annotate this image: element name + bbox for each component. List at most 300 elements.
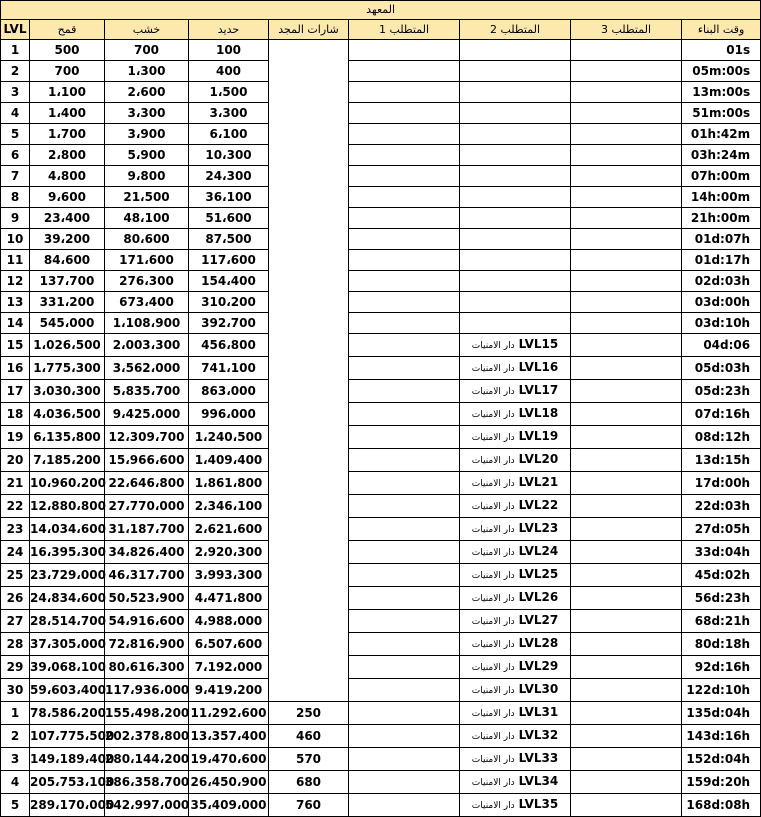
table-row: [1, 587, 761, 610]
cell-requirement-1: [349, 725, 460, 748]
cell-requirement-2: [460, 229, 571, 250]
table-row: [1, 610, 761, 633]
table-row: [1, 518, 761, 541]
cell-build-time: 05d:23h: [682, 380, 761, 403]
cell-wheat: 289،170،000: [30, 794, 105, 817]
prereq-level: LVL22: [518, 498, 559, 512]
prereq-building-name: دار الامنيات: [471, 709, 515, 719]
cell-requirement-2: [460, 472, 571, 495]
table-row: [1, 426, 761, 449]
cell-requirement-2: [460, 208, 571, 229]
header-build-time: وقت البناء: [682, 20, 761, 40]
table-row: [1, 250, 761, 271]
prereq-level: LVL32: [518, 728, 559, 742]
cell-requirement-3: [571, 357, 682, 380]
cell-wheat: 1،700: [30, 124, 105, 145]
cell-wood: 72،816،900: [105, 633, 189, 656]
cell-iron: 310،200: [189, 292, 269, 313]
cell-wheat: 137،700: [30, 271, 105, 292]
cell-iron: 4،988،000: [189, 610, 269, 633]
prereq-level: LVL26: [518, 590, 559, 604]
cell-wood: 54،916،600: [105, 610, 189, 633]
prereq-level: LVL20: [518, 452, 559, 466]
cell-iron: 9،419،200: [189, 679, 269, 702]
cell-requirement-3: [571, 250, 682, 271]
cell-wood: 46،317،700: [105, 564, 189, 587]
prereq-level: LVL33: [518, 751, 559, 765]
cell-glory: 460: [269, 725, 349, 748]
cell-requirement-2: [460, 403, 571, 426]
cell-lvl: 26: [1, 587, 30, 610]
cell-wood: 280،144،200: [105, 748, 189, 771]
cell-requirement-1: [349, 794, 460, 817]
cell-build-time: 159d:20h: [682, 771, 761, 794]
prereq-building-name: دار الامنيات: [471, 525, 515, 535]
cell-lvl: 28: [1, 633, 30, 656]
cell-build-time: 05d:03h: [682, 357, 761, 380]
cell-iron: 1،861،800: [189, 472, 269, 495]
cell-wheat: 39،200: [30, 229, 105, 250]
cell-requirement-3: [571, 725, 682, 748]
cell-requirement-3: [571, 633, 682, 656]
cell-requirement-2: [460, 313, 571, 334]
cell-build-time: 04d:06: [682, 334, 761, 357]
cell-requirement-2: [460, 610, 571, 633]
cell-iron: 13،357،400: [189, 725, 269, 748]
cell-iron: 117،600: [189, 250, 269, 271]
cell-wheat: 7،185،200: [30, 449, 105, 472]
cell-wheat: 23،729،000: [30, 564, 105, 587]
table-row: [1, 380, 761, 403]
table-row: [1, 541, 761, 564]
cell-requirement-1: [349, 702, 460, 725]
prereq-level: LVL28: [518, 636, 559, 650]
cell-lvl: 3: [1, 748, 30, 771]
cell-build-time: 21h:00m: [682, 208, 761, 229]
cell-iron: 392،700: [189, 313, 269, 334]
header-iron: حديد: [189, 20, 269, 40]
cell-wheat: 6،135،800: [30, 426, 105, 449]
cell-requirement-3: [571, 426, 682, 449]
cell-wheat: 700: [30, 61, 105, 82]
prereq-building-name: دار الامنيات: [471, 479, 515, 489]
table-row: [1, 771, 761, 794]
cell-build-time: 01h:42m: [682, 124, 761, 145]
cell-requirement-1: [349, 587, 460, 610]
cell-lvl: 13: [1, 292, 30, 313]
prereq-level: LVL24: [518, 544, 559, 558]
cell-iron: 741،100: [189, 357, 269, 380]
table-row: [1, 794, 761, 817]
cell-lvl: 23: [1, 518, 30, 541]
prereq-building-name: دار الامنيات: [471, 686, 515, 696]
table-row: [1, 187, 761, 208]
cell-requirement-2: [460, 82, 571, 103]
cell-wood: 2،600: [105, 82, 189, 103]
cell-lvl: 3: [1, 82, 30, 103]
cell-requirement-2: [460, 702, 571, 725]
prereq-building-name: دار الامنيات: [471, 801, 515, 811]
cell-iron: 2،346،100: [189, 495, 269, 518]
cell-wood: 5،900: [105, 145, 189, 166]
prereq-level: LVL23: [518, 521, 559, 535]
cell-wood: 155،498،200: [105, 702, 189, 725]
cell-wood: 31،187،700: [105, 518, 189, 541]
cell-build-time: 01d:17h: [682, 250, 761, 271]
cell-wheat: 37،305،000: [30, 633, 105, 656]
cell-requirement-2: [460, 449, 571, 472]
cell-glory: 250: [269, 702, 349, 725]
cell-wheat: 500: [30, 40, 105, 61]
cell-build-time: 07h:00m: [682, 166, 761, 187]
cell-iron: 6،507،600: [189, 633, 269, 656]
cell-build-time: 168d:08h: [682, 794, 761, 817]
table-row: [1, 313, 761, 334]
cell-build-time: 07d:16h: [682, 403, 761, 426]
cell-iron: 4،471،800: [189, 587, 269, 610]
cell-wood: 80،600: [105, 229, 189, 250]
cell-wood: 171،600: [105, 250, 189, 271]
cell-wood: 34،826،400: [105, 541, 189, 564]
cell-build-time: 45d:02h: [682, 564, 761, 587]
cell-requirement-2: [460, 426, 571, 449]
cell-lvl: 1: [1, 702, 30, 725]
cell-wood: 673،400: [105, 292, 189, 313]
prereq-building-name: دار الامنيات: [471, 456, 515, 466]
cell-requirement-2: [460, 725, 571, 748]
cell-requirement-3: [571, 403, 682, 426]
prereq-level: LVL35: [518, 797, 559, 811]
cell-requirement-2: [460, 587, 571, 610]
cell-requirement-1: [349, 403, 460, 426]
cell-requirement-3: [571, 334, 682, 357]
cell-lvl: 21: [1, 472, 30, 495]
cell-requirement-1: [349, 541, 460, 564]
cell-iron: 2،920،300: [189, 541, 269, 564]
cell-wheat: 107،775،500: [30, 725, 105, 748]
cell-lvl: 19: [1, 426, 30, 449]
cell-requirement-2: [460, 679, 571, 702]
cell-wheat: 59،603،400: [30, 679, 105, 702]
cell-requirement-3: [571, 187, 682, 208]
table-row: [1, 449, 761, 472]
cell-requirement-3: [571, 61, 682, 82]
cell-iron: 36،100: [189, 187, 269, 208]
prereq-level: LVL34: [518, 774, 559, 788]
cell-lvl: 5: [1, 124, 30, 145]
cell-iron: 863،000: [189, 380, 269, 403]
cell-build-time: 135d:04h: [682, 702, 761, 725]
cell-iron: 19،470،600: [189, 748, 269, 771]
cell-requirement-1: [349, 208, 460, 229]
table-row: [1, 40, 761, 61]
table-row: [1, 702, 761, 725]
cell-requirement-2: [460, 633, 571, 656]
cell-wheat: 9،600: [30, 187, 105, 208]
cell-requirement-3: [571, 564, 682, 587]
cell-build-time: 92d:16h: [682, 656, 761, 679]
cell-lvl: 4: [1, 103, 30, 124]
prereq-level: LVL21: [518, 475, 559, 489]
cell-lvl: 16: [1, 357, 30, 380]
cell-requirement-2: [460, 61, 571, 82]
prereq-building-name: دار الامنيات: [471, 732, 515, 742]
cell-iron: 400: [189, 61, 269, 82]
cell-glory-merged: [269, 40, 349, 702]
prereq-level: LVL31: [518, 705, 559, 719]
cell-requirement-1: [349, 40, 460, 61]
table-row: [1, 145, 761, 166]
cell-build-time: 80d:18h: [682, 633, 761, 656]
cell-wood: 386،358،700: [105, 771, 189, 794]
cell-requirement-3: [571, 771, 682, 794]
cell-requirement-1: [349, 518, 460, 541]
cell-iron: 26،450،900: [189, 771, 269, 794]
cell-requirement-1: [349, 292, 460, 313]
cell-wood: 1،108،900: [105, 313, 189, 334]
cell-iron: 11،292،600: [189, 702, 269, 725]
cell-wheat: 1،100: [30, 82, 105, 103]
cell-requirement-3: [571, 702, 682, 725]
cell-wood: 117،936،000: [105, 679, 189, 702]
prereq-building-name: دار الامنيات: [471, 433, 515, 443]
cell-wood: 15،966،600: [105, 449, 189, 472]
cell-lvl: 20: [1, 449, 30, 472]
table-row: [1, 679, 761, 702]
cell-build-time: 33d:04h: [682, 541, 761, 564]
cell-requirement-1: [349, 82, 460, 103]
table-row: [1, 725, 761, 748]
cell-iron: 87،500: [189, 229, 269, 250]
cell-wheat: 78،586،200: [30, 702, 105, 725]
table-row: [1, 748, 761, 771]
cell-wheat: 1،026،500: [30, 334, 105, 357]
cell-wheat: 3،030،300: [30, 380, 105, 403]
cell-iron: 1،500: [189, 82, 269, 103]
prereq-building-name: دار الامنيات: [471, 387, 515, 397]
cell-requirement-3: [571, 292, 682, 313]
cell-lvl: 5: [1, 794, 30, 817]
cell-requirement-3: [571, 495, 682, 518]
cell-requirement-3: [571, 541, 682, 564]
cell-lvl: 7: [1, 166, 30, 187]
cell-build-time: 22d:03h: [682, 495, 761, 518]
table-row: [1, 357, 761, 380]
cell-build-time: 03d:10h: [682, 313, 761, 334]
cell-build-time: 27d:05h: [682, 518, 761, 541]
cell-build-time: 56d:23h: [682, 587, 761, 610]
cell-build-time: 152d:04h: [682, 748, 761, 771]
cell-wood: 22،646،800: [105, 472, 189, 495]
cell-wheat: 10،960،200: [30, 472, 105, 495]
table-row: [1, 292, 761, 313]
cell-build-time: 17d:00h: [682, 472, 761, 495]
cell-build-time: 51m:00s: [682, 103, 761, 124]
cell-requirement-1: [349, 271, 460, 292]
cell-iron: 35،409،000: [189, 794, 269, 817]
cell-wood: 80،616،300: [105, 656, 189, 679]
cell-build-time: 122d:10h: [682, 679, 761, 702]
cell-requirement-3: [571, 748, 682, 771]
cell-requirement-2: [460, 518, 571, 541]
cell-requirement-1: [349, 334, 460, 357]
cell-requirement-1: [349, 145, 460, 166]
cell-requirement-1: [349, 610, 460, 633]
table-row: [1, 656, 761, 679]
cell-build-time: 02d:03h: [682, 271, 761, 292]
cell-lvl: 2: [1, 61, 30, 82]
cell-build-time: 143d:16h: [682, 725, 761, 748]
cell-iron: 2،621،600: [189, 518, 269, 541]
cell-wheat: 84،600: [30, 250, 105, 271]
cell-build-time: 13m:00s: [682, 82, 761, 103]
cell-lvl: 22: [1, 495, 30, 518]
table-row: [1, 472, 761, 495]
cell-wood: 276،300: [105, 271, 189, 292]
cell-lvl: 1: [1, 40, 30, 61]
prereq-level: LVL18: [518, 406, 559, 420]
cell-build-time: 13d:15h: [682, 449, 761, 472]
table-row: [1, 564, 761, 587]
cell-wheat: 4،800: [30, 166, 105, 187]
cell-lvl: 25: [1, 564, 30, 587]
cell-wood: 5،835،700: [105, 380, 189, 403]
prereq-building-name: دار الامنيات: [471, 548, 515, 558]
table-row: [1, 124, 761, 145]
cell-requirement-3: [571, 145, 682, 166]
cell-requirement-2: [460, 357, 571, 380]
cell-requirement-3: [571, 166, 682, 187]
cell-requirement-2: [460, 380, 571, 403]
prereq-level: LVL16: [518, 360, 559, 374]
cell-requirement-3: [571, 271, 682, 292]
cell-requirement-3: [571, 40, 682, 61]
cell-requirement-2: [460, 564, 571, 587]
cell-requirement-3: [571, 518, 682, 541]
prereq-level: LVL30: [518, 682, 559, 696]
table-row: [1, 82, 761, 103]
header-requirement-3: المتطلب 3: [571, 20, 682, 40]
cell-iron: 3،300: [189, 103, 269, 124]
prereq-level: LVL27: [518, 613, 559, 627]
cell-requirement-3: [571, 587, 682, 610]
cell-wheat: 28،514،700: [30, 610, 105, 633]
header-wheat: قمح: [30, 20, 105, 40]
cell-iron: 1،240،500: [189, 426, 269, 449]
table-row: [1, 103, 761, 124]
header-lvl: LVL: [1, 20, 30, 40]
cell-wheat: 4،036،500: [30, 403, 105, 426]
cell-requirement-3: [571, 380, 682, 403]
cell-build-time: 08d:12h: [682, 426, 761, 449]
cell-wheat: 39،068،100: [30, 656, 105, 679]
cell-requirement-3: [571, 656, 682, 679]
cell-requirement-1: [349, 472, 460, 495]
cell-requirement-1: [349, 103, 460, 124]
table-row: [1, 334, 761, 357]
cell-requirement-1: [349, 748, 460, 771]
cell-lvl: 15: [1, 334, 30, 357]
table-row: [1, 633, 761, 656]
cell-requirement-1: [349, 633, 460, 656]
cell-requirement-3: [571, 679, 682, 702]
cell-requirement-1: [349, 166, 460, 187]
cell-lvl: 10: [1, 229, 30, 250]
cell-wheat: 24،834،600: [30, 587, 105, 610]
cell-wood: 3،300: [105, 103, 189, 124]
cell-wood: 2،003،300: [105, 334, 189, 357]
cell-requirement-1: [349, 449, 460, 472]
cell-build-time: 05m:00s: [682, 61, 761, 82]
cell-requirement-2: [460, 166, 571, 187]
cell-lvl: 9: [1, 208, 30, 229]
cell-requirement-1: [349, 426, 460, 449]
cell-requirement-1: [349, 187, 460, 208]
cell-lvl: 24: [1, 541, 30, 564]
cell-build-time: 01s: [682, 40, 761, 61]
cell-requirement-2: [460, 40, 571, 61]
cell-requirement-3: [571, 610, 682, 633]
prereq-building-name: دار الامنيات: [471, 502, 515, 512]
table-row: [1, 166, 761, 187]
cell-wheat: 331،200: [30, 292, 105, 313]
cell-requirement-2: [460, 334, 571, 357]
cell-wheat: 1،400: [30, 103, 105, 124]
cell-wheat: 545،000: [30, 313, 105, 334]
cell-lvl: 17: [1, 380, 30, 403]
table-row: [1, 208, 761, 229]
header-requirement-2: المتطلب 2: [460, 20, 571, 40]
cell-requirement-1: [349, 380, 460, 403]
cell-lvl: 30: [1, 679, 30, 702]
cell-lvl: 6: [1, 145, 30, 166]
cell-requirement-2: [460, 271, 571, 292]
cell-build-time: 03d:00h: [682, 292, 761, 313]
cell-lvl: 29: [1, 656, 30, 679]
cell-wheat: 149،189،400: [30, 748, 105, 771]
cell-lvl: 12: [1, 271, 30, 292]
prereq-level: LVL17: [518, 383, 559, 397]
table-row: [1, 229, 761, 250]
cell-requirement-1: [349, 495, 460, 518]
header-wood: خشب: [105, 20, 189, 40]
cell-wheat: 23،400: [30, 208, 105, 229]
table-row: [1, 403, 761, 426]
cell-requirement-1: [349, 250, 460, 271]
cell-iron: 456،800: [189, 334, 269, 357]
cell-requirement-1: [349, 229, 460, 250]
cell-lvl: 18: [1, 403, 30, 426]
cell-wood: 9،800: [105, 166, 189, 187]
cell-wheat: 12،880،800: [30, 495, 105, 518]
table-row: [1, 271, 761, 292]
cell-requirement-1: [349, 679, 460, 702]
prereq-building-name: دار الامنيات: [471, 364, 515, 374]
cell-build-time: 03h:24m: [682, 145, 761, 166]
cell-requirement-3: [571, 103, 682, 124]
cell-wood: 50،523،900: [105, 587, 189, 610]
cell-wheat: 14،034،600: [30, 518, 105, 541]
cell-wheat: 1،775،300: [30, 357, 105, 380]
cell-lvl: 8: [1, 187, 30, 208]
cell-requirement-1: [349, 313, 460, 334]
cell-lvl: 14: [1, 313, 30, 334]
cell-requirement-2: [460, 145, 571, 166]
cell-requirement-2: [460, 292, 571, 313]
cell-iron: 7،192،000: [189, 656, 269, 679]
cell-requirement-3: [571, 313, 682, 334]
prereq-building-name: دار الامنيات: [471, 341, 515, 351]
